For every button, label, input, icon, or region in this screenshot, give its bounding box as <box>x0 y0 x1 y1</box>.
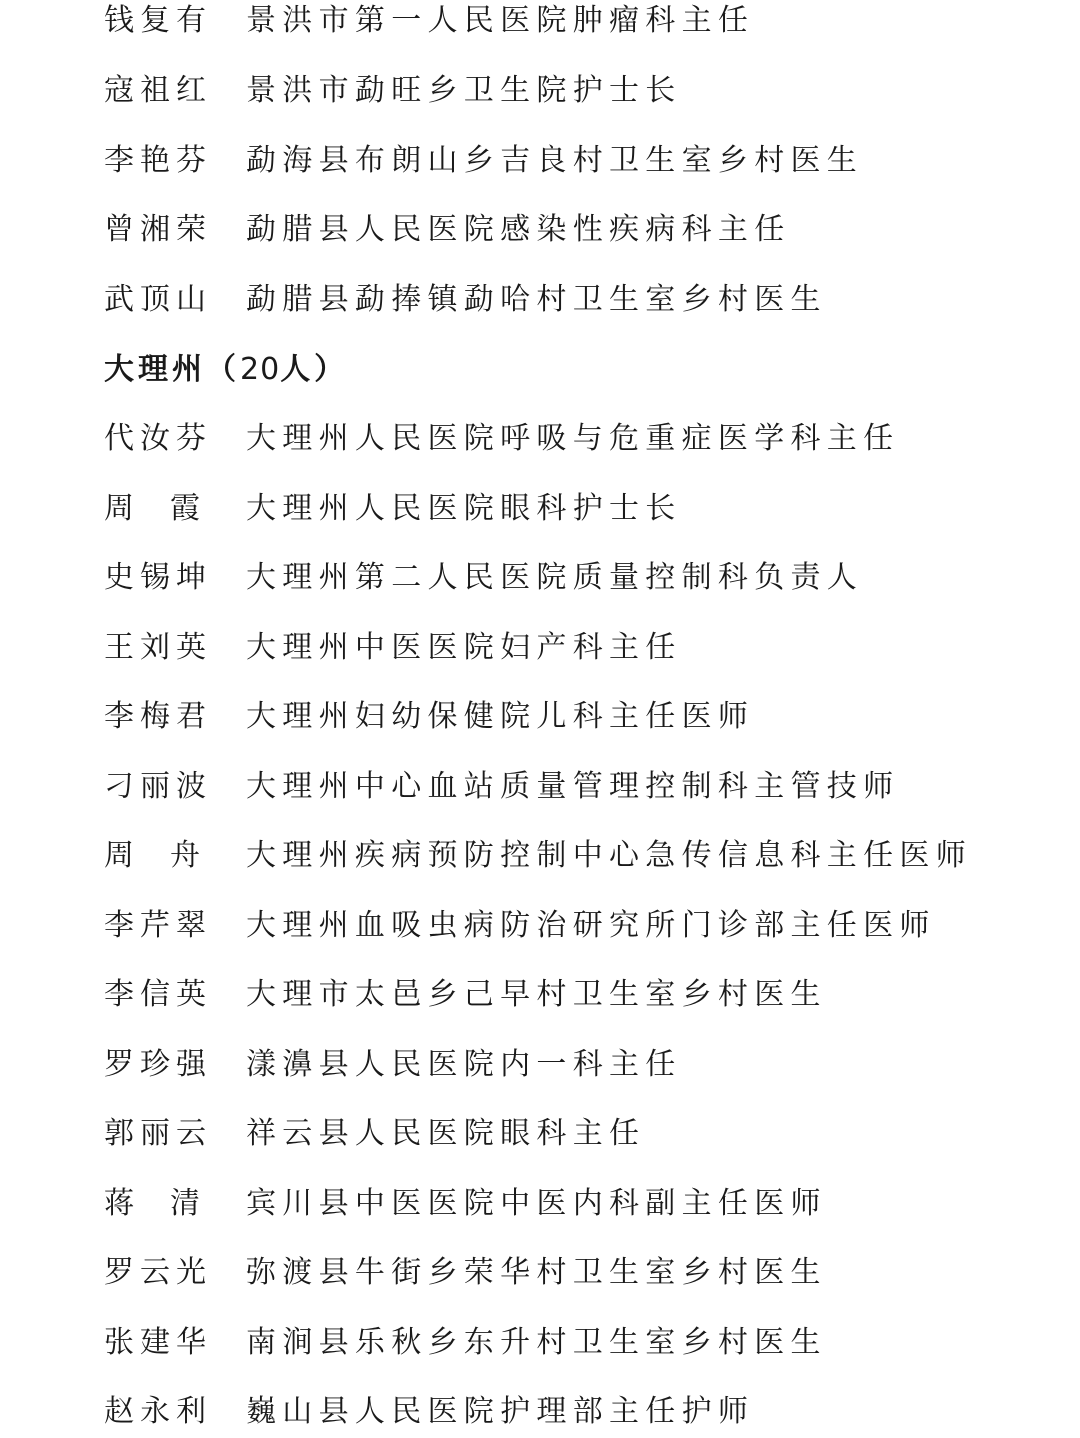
person-name: 李信英 <box>104 977 212 1012</box>
person-name: 曾湘荣 <box>104 212 212 247</box>
person-name: 李艳芬 <box>104 143 212 178</box>
person-name: 罗珍强 <box>104 1047 212 1082</box>
list-item <box>104 275 827 325</box>
person-role: 漾濞县人民医院内一科主任 <box>246 1047 682 1082</box>
person-role: 大理州人民医院呼吸与危重症医学科主任 <box>246 421 900 456</box>
section-heading <box>104 345 348 395</box>
list-item <box>104 1040 682 1090</box>
person-name: 刁丽波 <box>104 769 212 804</box>
person-name: 罗云光 <box>104 1255 212 1290</box>
list-item <box>104 0 755 46</box>
person-role: 巍山县人民医院护理部主任护师 <box>246 1394 755 1429</box>
section-unit: 人） <box>280 352 349 387</box>
list-item <box>104 205 791 255</box>
person-name: 史锡坤 <box>104 560 212 595</box>
person-role: 南涧县乐秋乡东升村卫生室乡村医生 <box>246 1325 827 1360</box>
person-role: 大理市太邑乡己早村卫生室乡村医生 <box>246 977 827 1012</box>
list-item <box>104 414 900 464</box>
list-item <box>104 136 864 186</box>
list-item <box>104 1318 827 1368</box>
person-name: 张建华 <box>104 1325 212 1360</box>
person-role: 大理州疾病预防控制中心急传信息科主任医师 <box>246 838 972 873</box>
person-name: 赵永利 <box>104 1394 212 1429</box>
list-item <box>104 970 827 1020</box>
list-item <box>104 484 682 534</box>
person-role: 勐腊县人民医院感染性疾病科主任 <box>246 212 791 247</box>
person-name: 代汝芬 <box>104 421 212 456</box>
section-count: 20 <box>240 352 281 387</box>
list-item <box>104 1109 646 1159</box>
person-name: 李梅君 <box>104 699 212 734</box>
list-item <box>104 623 682 673</box>
person-role: 弥渡县牛街乡荣华村卫生室乡村医生 <box>246 1255 827 1290</box>
person-role: 大理州人民医院眼科护士长 <box>246 491 682 526</box>
person-role: 勐腊县勐捧镇勐哈村卫生室乡村医生 <box>246 282 827 317</box>
person-role: 大理州中心血站质量管理控制科主管技师 <box>246 769 900 804</box>
person-role: 景洪市勐旺乡卫生院护士长 <box>246 73 682 108</box>
person-name: 郭丽云 <box>104 1116 212 1151</box>
person-name: 李芹翠 <box>104 908 212 943</box>
person-role: 大理州妇幼保健院儿科主任医师 <box>246 699 755 734</box>
list-item <box>104 901 936 951</box>
person-role: 景洪市第一人民医院肿瘤科主任 <box>246 3 755 38</box>
person-role: 祥云县人民医院眼科主任 <box>246 1116 646 1151</box>
person-role: 大理州中医医院妇产科主任 <box>246 630 682 665</box>
list-item <box>104 553 864 603</box>
person-name: 周舟 <box>104 838 206 873</box>
person-role: 宾川县中医医院中医内科副主任医师 <box>246 1186 827 1221</box>
list-item <box>104 1387 755 1437</box>
person-role: 大理州第二人民医院质量控制科负责人 <box>246 560 864 595</box>
list-item <box>104 1248 827 1298</box>
person-name: 寇祖红 <box>104 73 212 108</box>
person-name: 钱复有 <box>104 3 212 38</box>
person-name: 武顶山 <box>104 282 212 317</box>
person-name: 王刘英 <box>104 630 212 665</box>
list-item <box>104 762 900 812</box>
person-name: 蒋清 <box>104 1186 206 1221</box>
list-item <box>104 692 755 742</box>
person-name: 周霞 <box>104 491 206 526</box>
list-item <box>104 1179 827 1229</box>
list-item <box>104 66 682 116</box>
section-open-paren: （ <box>206 352 240 387</box>
person-role: 勐海县布朗山乡吉良村卫生室乡村医生 <box>246 143 864 178</box>
person-role: 大理州血吸虫病防治研究所门诊部主任医师 <box>246 908 936 943</box>
section-title: 大理州 <box>104 352 206 387</box>
list-item <box>104 831 972 881</box>
